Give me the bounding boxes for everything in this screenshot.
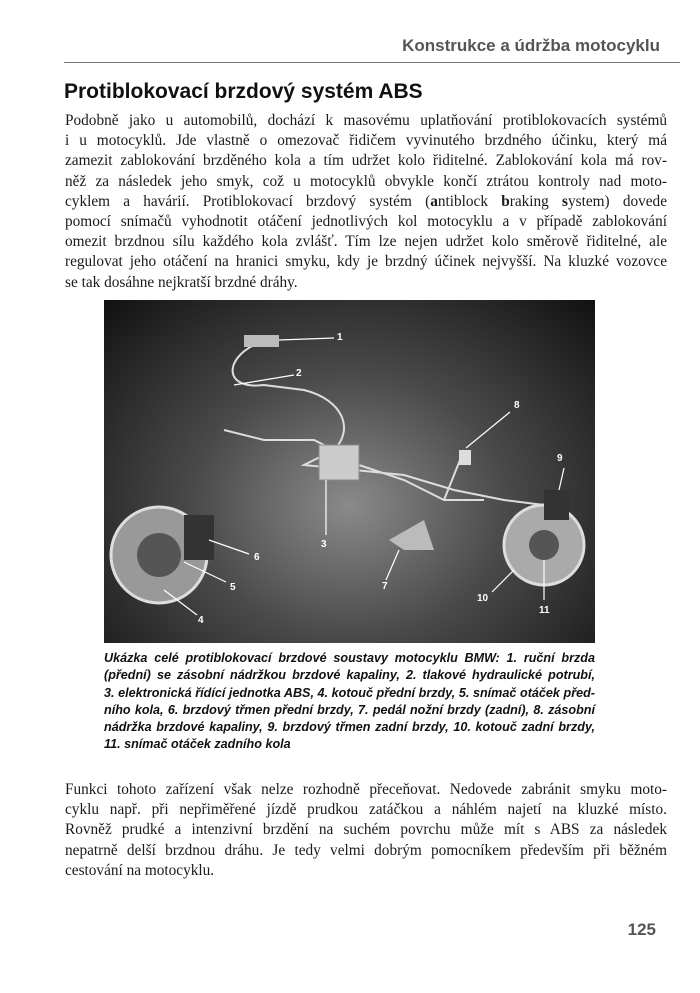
- text-line: Rovněž prudké a intenzivní brzdění na suchém povrchu může mít s ABS za následek: [65, 821, 667, 839]
- text-line: i u motocyklů. Jde vlastně o omezovač řidičem vyvinutého brzdného účinku, který má: [65, 132, 667, 150]
- header-rule: [64, 62, 680, 63]
- callout-5: 5: [230, 582, 236, 593]
- rear-caliper: [544, 490, 569, 520]
- text-line: cyklu např. při nepřiměřené jízdě prudkou zatáčkou a náhlém najetí na kluzké místo.: [65, 801, 667, 819]
- front-disc-hub: [137, 533, 181, 577]
- text-line: pomocí snímačů vyhodnotit otáčení jednotlivých kol motocyklu a v případě zablokování: [65, 212, 667, 230]
- fluid-reservoir: [459, 450, 471, 465]
- text: cyklem a havárií. Protiblokovací brzdový systém (: [65, 192, 431, 210]
- running-header: Konstrukce a údržba motocyklu: [402, 36, 660, 55]
- caption-line: ního kola, 6. brzdový třmen přední brzdy, 7. pedál nožní brzdy (zadní), 8. zásobní: [104, 702, 595, 717]
- callout-6: 6: [254, 552, 260, 563]
- abs-system-photo: [104, 300, 595, 643]
- bold-letter: b: [501, 192, 510, 210]
- callout-11: 11: [539, 605, 550, 616]
- text-line: nepatrně delší brzdnou dráhu. Je tedy velmi dobrým pomocníkem především při běžném: [65, 841, 667, 859]
- rear-disc-hub: [529, 530, 559, 560]
- figure-caption: [104, 650, 595, 754]
- caption-line: Ukázka celé protiblokovací brzdové soustavy motocyklu BMW: 1. ruční brzda: [104, 651, 595, 665]
- text-line: zamezit zablokování brzděného kola a tím udržet kolo řiditelné. Zablokování kola má rov-: [65, 152, 667, 170]
- bold-letter: s: [562, 192, 568, 210]
- closing-paragraph: [65, 780, 667, 881]
- text-line-abs: [65, 192, 667, 212]
- text-line: něž za následek jeho smyk, což u motocyklů obvykle končí ztrátou kontroly nad moto-: [65, 172, 667, 190]
- abs-illustration: [104, 300, 595, 643]
- callout-9: 9: [557, 453, 563, 464]
- callout-3: 3: [321, 539, 327, 550]
- caption-line: (přední) se zásobní nádržkou brzdové kapaliny, 2. tlakové hydraulické potrubí,: [104, 668, 595, 683]
- caption-line: nádržka brzdové kapaliny, 9. brzdový třmen zadní brzdy, 10. kotouč zadní brzdy,: [104, 720, 595, 735]
- callout-4: 4: [198, 615, 204, 626]
- text: raking: [509, 192, 563, 210]
- text: ntiblock: [437, 192, 502, 210]
- callout-1: 1: [337, 332, 343, 343]
- text: ystem) dovede: [567, 192, 667, 210]
- text-line: se tak dosáhne nejkratší brzdné dráhy.: [65, 273, 298, 291]
- callout-2: 2: [296, 368, 302, 379]
- text-line: regulovat jeho otáčení na hranici smyku, kdy je brzdný účinek nejvyšší. Na kluzké vozovce: [65, 253, 667, 271]
- front-caliper: [184, 515, 214, 560]
- abs-control-unit: [319, 445, 359, 480]
- text-line: omezit brzdnou sílu každého kola zvlášť. Tím lze nejen udržet kolo směrově řiditelné, ale: [65, 233, 667, 251]
- text-line: Funkci tohoto zařízení však nelze rozhodně přeceňovat. Nedovede zabránit smyku moto-: [65, 781, 667, 798]
- bold-letter: a: [430, 192, 438, 210]
- callout-7: 7: [382, 581, 388, 592]
- brake-pedal: [389, 520, 434, 550]
- text-line: Podobně jako u automobilů, dochází k masovému uplatňování protiblokovacích systémů: [65, 112, 667, 129]
- page-number: 125: [627, 920, 656, 939]
- callout-8: 8: [514, 400, 520, 411]
- intro-paragraph: [65, 111, 667, 293]
- section-title: Protiblokovací brzdový systém ABS: [64, 80, 423, 103]
- caption-line: 11. snímač otáček zadního kola: [104, 737, 291, 752]
- hand-brake-lever: [244, 335, 279, 347]
- callout-10: 10: [477, 593, 489, 604]
- caption-line: 3. elektronická řídící jednotka ABS, 4. kotouč přední brzdy, 5. snímač otáček před-: [104, 685, 595, 700]
- text-line: cestování na motocyklu.: [65, 861, 215, 879]
